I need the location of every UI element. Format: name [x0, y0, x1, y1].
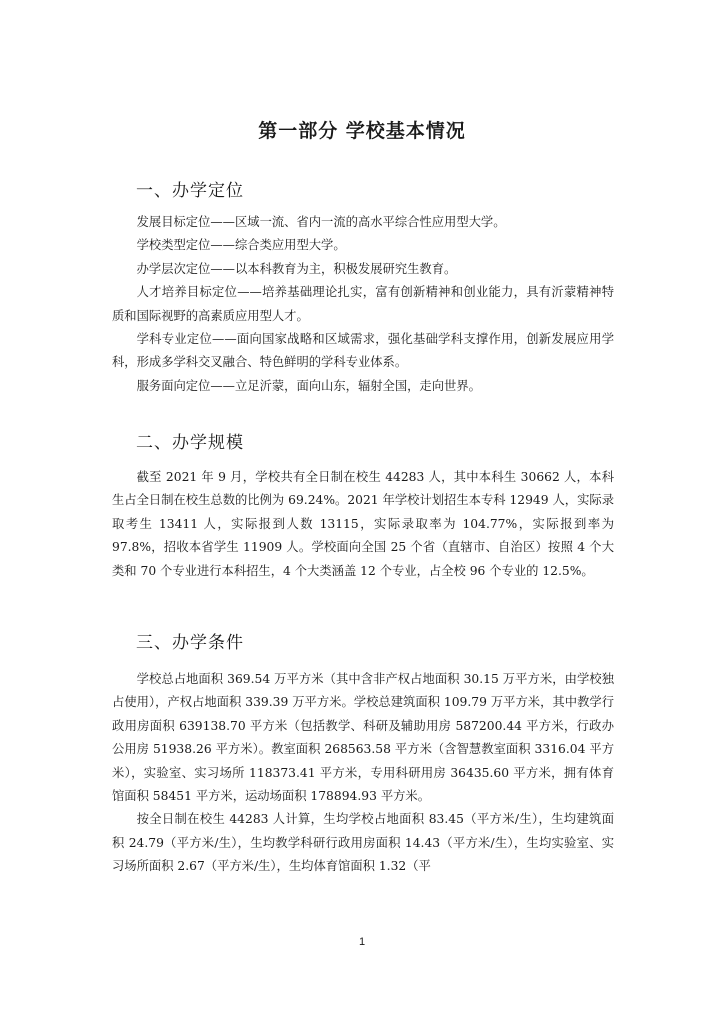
paragraph: 办学层次定位——以本科教育为主，积极发展研究生教育。	[136, 261, 457, 276]
paragraph: 学校类型定位——综合类应用型大学。	[136, 238, 346, 253]
paragraph: 发展目标定位——区域一流、省内一流的高水平综合性应用型大学。	[136, 215, 506, 229]
page-number: 1	[358, 936, 366, 948]
paragraph: 按全日制在校生 44283 人计算，生均学校占地面积 83.45（平方米/生），生均建筑面积 24.79（平方米/生），生均教学科研行政用房面积 14.43（平方米/生），生均实验室、实习场所面积 2.67（平方米/生），生均体育馆面积 1.32（平	[112, 812, 614, 874]
paragraph: 学科专业定位——面向国家战略和区域需求，强化基础学科支撑作用，创新发展应用学科，形成多学科交叉融合、特色鲜明的学科专业体系。	[112, 332, 614, 370]
section-heading-conditions: 三、办学条件	[136, 633, 244, 653]
paragraph: 截至 2021 年 9 月，学校共有全日制在校生 44283 人，其中本科生 30662 人，本科生占全日制在校生总数的比例为 69.24%。2021 年学校计划招生本专科 12949 人，实际录取考生 13411 人，实际报到人数 13115，实际录取率为 104.77%，实际报到率为 97.8%，招收本省学生 11909 人。学校面向全国 25 个省（直辖市、自治区）按照 4 个大类和 70 个专业进行本科招生，4 个大类涵盖 12 个专业，占全校 96 个专业的 12.5%。	[112, 470, 614, 578]
section-body-positioning	[112, 211, 614, 398]
section-body-scale	[112, 466, 614, 583]
section-heading-positioning: 一、办学定位	[136, 181, 244, 201]
paragraph: 学校总占地面积 369.54 万平方米（其中含非产权占地面积 30.15 万平方米，由学校独占使用），产权占地面积 339.39 万平方米。学校总建筑面积 109.79 万平方米，其中教学行政用房面积 639138.70 平方米（包括教学、科研及辅助用房 587200.44 平方米，行政办公用房 51938.26 平方米）。教室面积 268563.58 平方米（含智慧教室面积 3316.04 平方米），实验室、实习场所 118373.41 平方米，专用科研用房 36435.60 平方米，拥有体育馆面积 58451 平方米，运动场面积 178894.93 平方米。	[112, 672, 614, 804]
paragraph: 服务面向定位——立足沂蒙，面向山东，辐射全国，走向世界。	[136, 378, 481, 393]
section-body-conditions	[112, 668, 614, 879]
part-title: 第一部分 学校基本情况	[258, 120, 466, 142]
section-heading-scale: 二、办学规模	[136, 433, 244, 453]
paragraph: 人才培养目标定位——培养基础理论扎实，富有创新精神和创业能力，具有沂蒙精神特质和国际视野的高素质应用型人才。	[112, 285, 614, 323]
